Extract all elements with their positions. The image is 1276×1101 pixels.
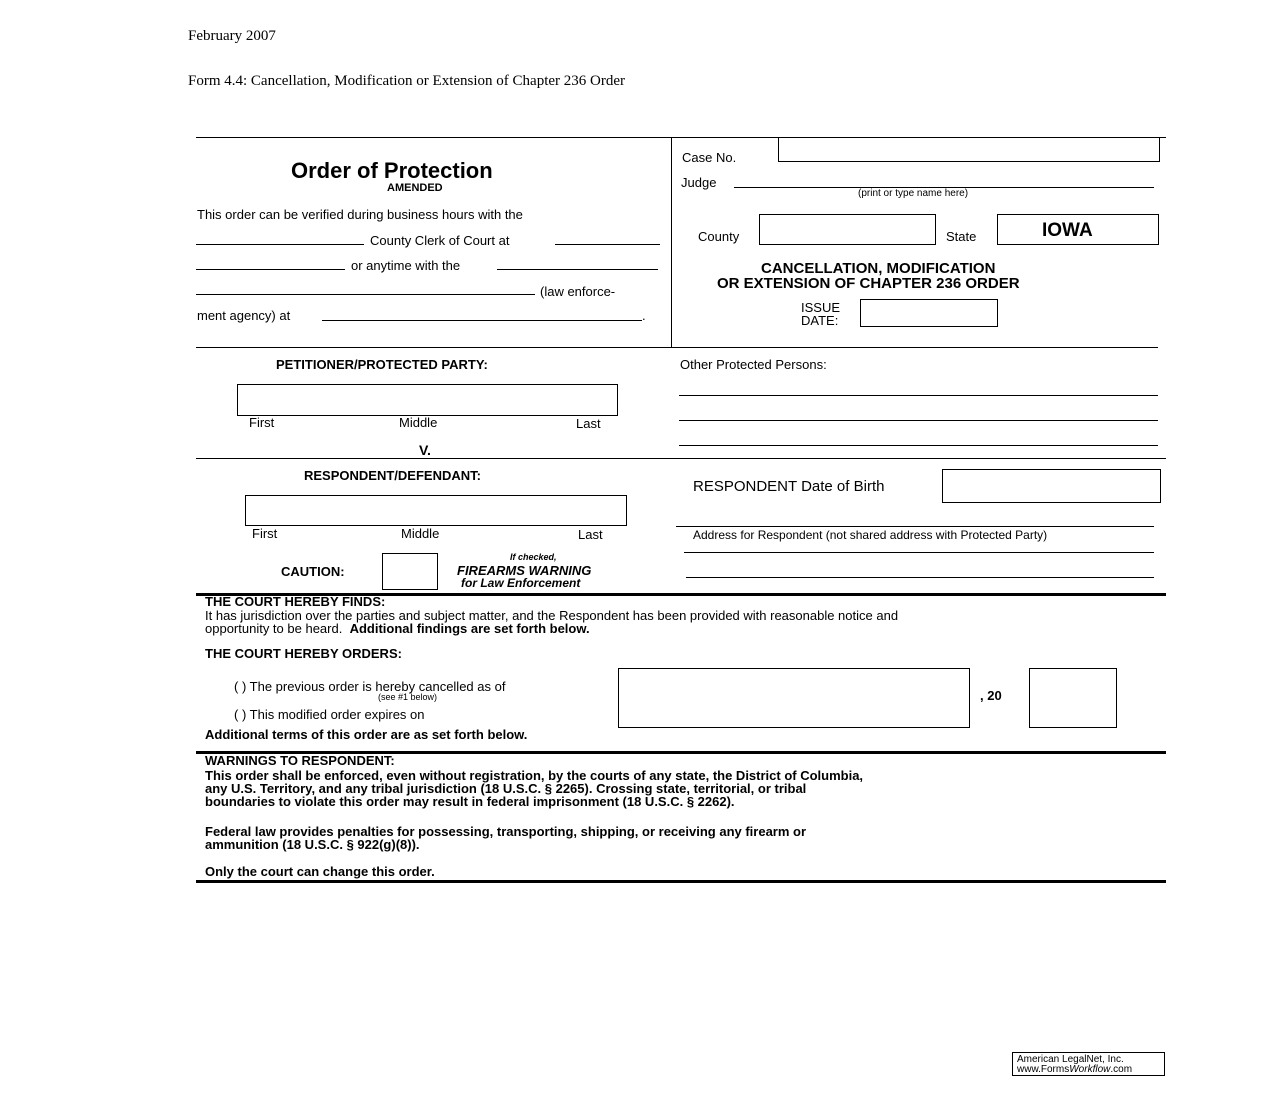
- law-enforcement-line: [196, 294, 535, 295]
- left-top-bottom-border: [196, 347, 672, 348]
- other-person-line-2[interactable]: [679, 420, 1158, 421]
- agency-label: ment agency) at: [197, 308, 291, 323]
- warnings-paragraph-1: This order shall be enforced, even without registration, by the courts of any state, the District of Columbia, any U.S. Territory, and any tribal jurisdiction (18 U.S.C. § 2265). Crossing state, territorial, or tribal boundaries to violate this order may result in federal imprisonment (18 U.S.C. § 2262).: [205, 768, 864, 809]
- warnings-heading: WARNINGS TO RESPONDENT:: [205, 753, 395, 768]
- petitioner-middle-label: Middle: [399, 415, 438, 430]
- address-line-1[interactable]: [676, 526, 1154, 527]
- form-title: Form 4.4: Cancellation, Modification or Extension of Chapter 236 Order: [188, 73, 625, 89]
- anytime-agency-line: [497, 269, 658, 270]
- legalnet-badge: [1012, 1052, 1165, 1076]
- additional-terms: Additional terms of this order are as set forth below.: [205, 727, 528, 742]
- state-field[interactable]: [997, 214, 1159, 245]
- respondent-heading: RESPONDENT/DEFENDANT:: [304, 468, 481, 483]
- see-note: (see #1 below): [378, 692, 438, 702]
- form-bottom-border: [196, 880, 1166, 883]
- other-persons-label: Other Protected Persons:: [680, 357, 827, 372]
- verify-text: This order can be verified during business hours with the: [197, 207, 523, 222]
- cancel-option[interactable]: ( ) The previous order is hereby cancelled as of: [234, 679, 506, 694]
- center-divider: [671, 137, 672, 347]
- clerk-label: County Clerk of Court at: [370, 233, 510, 248]
- anytime-label: or anytime with the: [351, 258, 461, 273]
- findings-text-line-1: It has jurisdiction over the parties and subject matter, and the Respondent has been provided with reasonable notice and: [205, 608, 899, 623]
- only-court-text: Only the court can change this order.: [205, 864, 435, 879]
- year-prefix: , 20: [980, 688, 1002, 703]
- respondent-last-label: Last: [578, 527, 603, 542]
- agency-period: .: [642, 308, 646, 323]
- address-line-2[interactable]: [684, 552, 1154, 553]
- county-label: County: [698, 229, 740, 244]
- date-label: DATE:: [801, 313, 839, 328]
- modify-option[interactable]: ( ) This modified order expires on: [234, 707, 425, 722]
- firearms-warning-label: FIREARMS WARNING: [457, 563, 592, 578]
- document-date: February 2007: [188, 28, 276, 44]
- petitioner-name-field[interactable]: [237, 384, 618, 416]
- judge-print-note: (print or type name here): [858, 188, 969, 199]
- respondent-address-label: Address for Respondent (not shared address with Protected Party): [693, 528, 1048, 542]
- findings-text-line-2a: opportunity to be heard.: [205, 621, 343, 636]
- url-part-3: .com: [1110, 1064, 1133, 1075]
- other-person-line-1[interactable]: [679, 395, 1158, 396]
- case-no-label: Case No.: [682, 150, 737, 165]
- address-line-3[interactable]: [686, 577, 1154, 578]
- caution-label: CAUTION:: [281, 564, 345, 579]
- clerk-phone-line: [555, 244, 660, 245]
- for-law-enforcement-label: for Law Enforcement: [461, 576, 581, 590]
- respondent-first-label: First: [252, 526, 278, 541]
- order-type-line-2: OR EXTENSION OF CHAPTER 236 ORDER: [717, 275, 1020, 292]
- respondent-name-field[interactable]: [245, 495, 627, 526]
- findings-heading: THE COURT HEREBY FINDS:: [205, 594, 386, 609]
- case-no-field[interactable]: [778, 138, 1160, 162]
- url-part-2: Workflow: [1069, 1064, 1111, 1075]
- order-date-field[interactable]: [618, 668, 970, 728]
- petitioner-last-label: Last: [576, 416, 601, 431]
- issue-date-field[interactable]: [860, 299, 998, 327]
- order-type-line-1: CANCELLATION, MODIFICATION: [761, 260, 996, 277]
- law-enforcement-label: (law enforce-: [540, 284, 616, 299]
- respondent-dob-label: RESPONDENT Date of Birth: [693, 478, 885, 495]
- state-value: IOWA: [1042, 220, 1093, 241]
- state-label: State: [946, 229, 977, 244]
- order-subtitle: AMENDED: [387, 182, 443, 194]
- agency-phone-line: [322, 320, 642, 321]
- orders-heading: THE COURT HEREBY ORDERS:: [205, 646, 402, 661]
- url-part-1: www.Forms: [1017, 1064, 1070, 1075]
- findings-additional: Additional findings are set forth below.: [349, 621, 590, 636]
- legalnet-url: [1017, 1065, 1132, 1075]
- petitioner-heading: PETITIONER/PROTECTED PARTY:: [276, 357, 488, 372]
- firearms-warning-checkbox[interactable]: [382, 553, 438, 590]
- legalnet-name: American LegalNet, Inc.: [1017, 1054, 1124, 1065]
- clerk-hours-line: [196, 269, 345, 270]
- petitioner-first-label: First: [249, 415, 275, 430]
- county-clerk-line: [196, 244, 364, 245]
- warnings-paragraph-2: Federal law provides penalties for possessing, transporting, shipping, or receiving any firearm or ammunition (18 U.S.C. § 922(g)(8)).: [205, 824, 807, 852]
- right-top-bottom-border: [672, 347, 1158, 348]
- other-person-line-3[interactable]: [679, 445, 1158, 446]
- county-field[interactable]: [759, 214, 936, 245]
- respondent-dob-field[interactable]: [942, 469, 1161, 503]
- versus-label: V.: [419, 442, 431, 458]
- judge-label: Judge: [681, 175, 717, 190]
- findings-text-line-2: [205, 622, 590, 635]
- parties-divider: [196, 458, 1166, 459]
- respondent-middle-label: Middle: [401, 526, 440, 541]
- order-year-field[interactable]: [1029, 668, 1117, 728]
- issue-label: ISSUE: [801, 300, 841, 315]
- if-checked-note: If checked,: [510, 552, 557, 562]
- order-title: Order of Protection: [291, 158, 493, 183]
